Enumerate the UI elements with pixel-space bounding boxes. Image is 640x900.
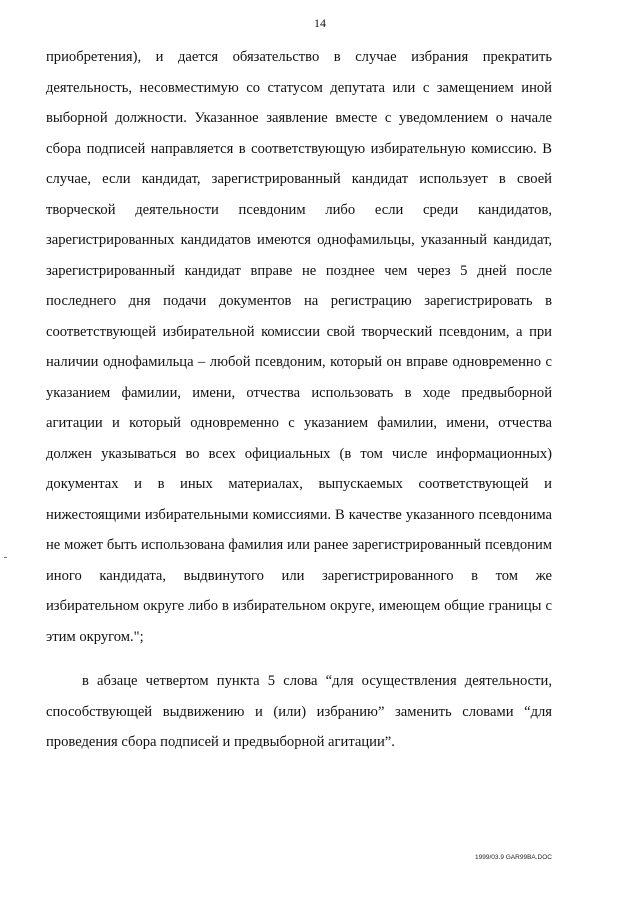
text-line: деятельность, несовместимую со статусом депутата или с замещением иной: [46, 79, 552, 96]
document-body: [46, 42, 552, 758]
text-line: в абзаце четвертом пункта 5 слова “для осуществления деятельности,: [82, 673, 552, 689]
text-line: способствующей выдвижению и (или) избранию” заменить словами “для: [46, 703, 552, 720]
text-line: нижестоящими избирательными комиссиями. В качестве указанного псевдонима: [46, 506, 552, 523]
text-line: соответствующей избирательной комиссии свой творческий псевдоним, а при: [46, 323, 552, 340]
text-line: указанием фамилии, имени, отчества использовать в ходе предвыборной: [46, 384, 552, 401]
text-line: случае, если кандидат, зарегистрированный кандидат использует в своей: [46, 171, 552, 187]
text-line: проведения сбора подписей и предвыборной агитации”.: [46, 734, 395, 750]
paragraph-2: [46, 666, 552, 758]
page-number: 14: [314, 16, 326, 30]
text-line: наличии однофамильца – любой псевдоним, который он вправе одновременно с: [46, 354, 552, 370]
footer-file-code: 1999/03.9 GAR99BA.DOC: [475, 854, 552, 861]
text-line: выборной должности. Указанное заявление вместе с уведомлением о начале: [46, 110, 552, 126]
text-line: этим округом.";: [46, 628, 144, 645]
text-line: иного кандидата, выдвинутого или зарегистрированного в том же: [46, 567, 552, 584]
margin-mark: [4, 557, 7, 558]
text-line: агитации и который одновременно с указанием фамилии, имени, отчества: [46, 415, 552, 431]
text-line: последнего дня подачи документов на регистрацию зарегистрировать в: [46, 293, 552, 309]
text-line: избирательном округе либо в избирательном округе, имеющем общие границы с: [46, 598, 552, 614]
text-line: не может быть использована фамилия или ранее зарегистрированный псевдоним: [46, 537, 552, 553]
text-line: должен указываться во всех официальных (в том числе информационных): [46, 445, 552, 462]
text-line: сбора подписей направляется в соответствующую избирательную комиссию. В: [46, 140, 552, 157]
paragraph-gap: [46, 652, 552, 666]
paragraph-1: [46, 42, 552, 652]
text-line: приобретения), и дается обязательство в случае избрания прекратить: [46, 49, 552, 65]
text-line: документах и в иных материалах, выпускаемых соответствующей и: [46, 476, 552, 492]
text-line: зарегистрированный кандидат вправе не позднее чем через 5 дней после: [46, 262, 552, 279]
text-line: творческой деятельности псевдоним либо если среди кандидатов,: [46, 201, 552, 218]
text-line: зарегистрированных кандидатов имеются однофамильцы, указанный кандидат,: [46, 232, 552, 248]
